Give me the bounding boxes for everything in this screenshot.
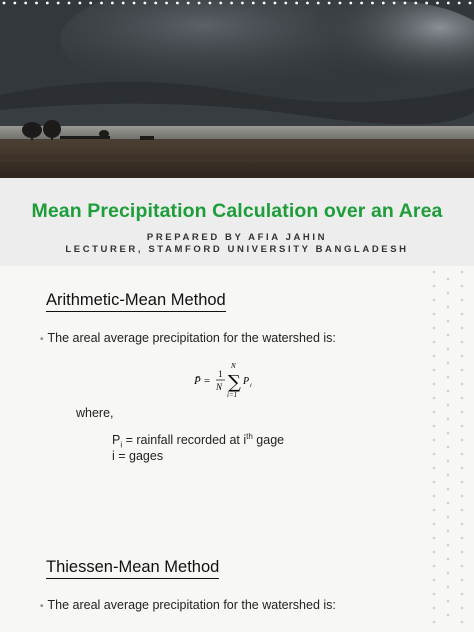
border-dot [306,2,309,5]
formula-term-sub: i [250,383,252,389]
pattern-dot [447,474,450,477]
bullet-text: The areal average precipitation for the watershed is: [47,598,336,612]
border-dot [187,2,190,5]
border-dot [274,2,277,5]
border-dot [35,2,38,5]
border-dot [143,2,146,5]
border-dot [339,2,342,5]
border-dot [241,2,244,5]
border-dot [349,2,352,5]
pattern-dot [433,411,436,414]
border-dot [295,2,298,5]
bullet-dot-icon: • [40,601,44,612]
pattern-dot [433,397,436,400]
pattern-dot [447,502,450,505]
border-dot [13,2,16,5]
pattern-dot [433,299,436,302]
pattern-dot [447,516,450,519]
pattern-dot [461,593,464,596]
pattern-dot [461,607,464,610]
border-dot [230,2,233,5]
def-tail: gage [252,433,285,448]
definition-i: i = gages [112,449,164,463]
pattern-dot [461,271,464,274]
pattern-dot [433,439,436,442]
border-dot [328,2,331,5]
border-dot [154,2,157,5]
border-dot [393,2,396,5]
pattern-dot [433,551,436,554]
border-dot [414,2,417,5]
border-dot [122,2,125,5]
pattern-dot [433,355,436,358]
arithmetic-mean-formula [190,360,280,402]
def-symbol: P [112,433,121,448]
storm-cloud-illustration [0,0,474,178]
border-dot [89,2,92,5]
bullet-text: The areal average precipitation for the watershed is: [47,331,336,345]
pattern-dot [461,383,464,386]
cover-dotted-border [0,0,474,6]
pattern-dot [433,285,436,288]
border-dot [458,2,461,5]
formula-lhs: P̄ = [194,375,211,387]
pattern-dot [433,327,436,330]
pattern-dot [447,600,450,603]
border-dot [284,2,287,5]
decorative-dot-pattern [428,268,474,632]
pattern-dot [433,607,436,610]
pattern-dot [461,439,464,442]
def-sup: th [246,432,253,441]
pattern-dot [461,355,464,358]
pattern-dot [461,453,464,456]
pattern-dot [461,327,464,330]
pattern-dot [447,460,450,463]
pattern-dot [433,565,436,568]
pattern-dot [447,418,450,421]
pattern-dot [447,292,450,295]
pattern-dot [447,446,450,449]
pattern-dot [447,586,450,589]
border-dot [3,2,6,5]
pattern-dot [461,481,464,484]
pattern-dot [461,411,464,414]
pattern-dot [433,453,436,456]
border-dot [263,2,266,5]
pattern-dot [461,579,464,582]
pattern-dot [433,481,436,484]
pattern-dot [447,334,450,337]
pattern-dot [433,495,436,498]
pattern-dot [447,432,450,435]
pattern-dot [461,313,464,316]
formula-sum-bottom: i=1 [227,391,238,399]
pattern-dot [433,537,436,540]
pattern-dot [433,369,436,372]
author-line: PREPARED BY AFIA JAHIN [146,232,328,243]
pattern-dot [433,313,436,316]
pattern-dot [433,523,436,526]
border-dot [176,2,179,5]
border-dot [371,2,374,5]
pattern-dot [447,320,450,323]
pattern-dot [461,285,464,288]
pattern-dot [461,523,464,526]
border-dot [198,2,201,5]
pattern-dot [447,306,450,309]
border-dot [425,2,428,5]
pattern-dot [433,593,436,596]
pattern-dot [461,537,464,540]
pattern-dot [461,565,464,568]
where-label: where, [76,406,114,420]
pattern-dot [433,467,436,470]
pattern-dot [447,278,450,281]
bullet-item [40,331,336,345]
pattern-dot [461,621,464,624]
border-dot [436,2,439,5]
pattern-dot [433,509,436,512]
pattern-dot [447,572,450,575]
pattern-dot [461,495,464,498]
pattern-dot [433,425,436,428]
pattern-dot [447,390,450,393]
pattern-dot [433,621,436,624]
border-dot [382,2,385,5]
def-text: = rainfall recorded at i [122,433,247,448]
bullet-item [40,598,336,612]
pattern-dot [461,425,464,428]
pattern-dot [461,467,464,470]
pattern-dot [447,488,450,491]
formula-sum-top: N [231,362,236,370]
border-dot [252,2,255,5]
pattern-dot [433,341,436,344]
pattern-dot [447,614,450,617]
border-dot [100,2,103,5]
pattern-dot [461,397,464,400]
formula-term: P [243,376,250,387]
pattern-dot [433,271,436,274]
definition-pi [112,432,284,450]
section-heading-thiessen-mean: Thiessen-Mean Method [46,558,219,579]
border-dot [24,2,27,5]
pattern-dot [433,383,436,386]
border-dot [469,2,472,5]
pattern-dot [461,509,464,512]
pattern-dot [447,530,450,533]
affiliation-line: LECTURER, STAMFORD UNIVERSITY BANGLADESH [65,244,409,255]
bullet-dot-icon: • [40,334,44,345]
border-dot [219,2,222,5]
document-title: Mean Precipitation Calculation over an Area [31,200,443,222]
section-heading-arithmetic-mean: Arithmetic-Mean Method [46,291,226,312]
border-dot [209,2,212,5]
border-dot [57,2,60,5]
pattern-dot [447,348,450,351]
formula-numerator: 1 [218,369,223,379]
sigma-icon: ∑ [228,372,241,393]
border-dot [46,2,49,5]
border-dot [404,2,407,5]
pattern-dot [461,551,464,554]
border-dot [317,2,320,5]
pattern-dot [447,558,450,561]
border-dot [133,2,136,5]
pattern-dot [447,362,450,365]
pattern-dot [447,544,450,547]
border-dot [78,2,81,5]
formula-denominator: N [216,382,223,392]
border-dot [68,2,71,5]
pattern-dot [461,369,464,372]
def-symbol-sub: i [120,440,123,450]
border-dot [111,2,114,5]
pattern-dot [447,404,450,407]
border-dot [165,2,168,5]
border-dot [447,2,450,5]
pattern-dot [461,341,464,344]
pattern-dot [461,299,464,302]
border-dot [360,2,363,5]
pattern-dot [447,376,450,379]
cover-photo [0,0,474,178]
pattern-dot [433,579,436,582]
